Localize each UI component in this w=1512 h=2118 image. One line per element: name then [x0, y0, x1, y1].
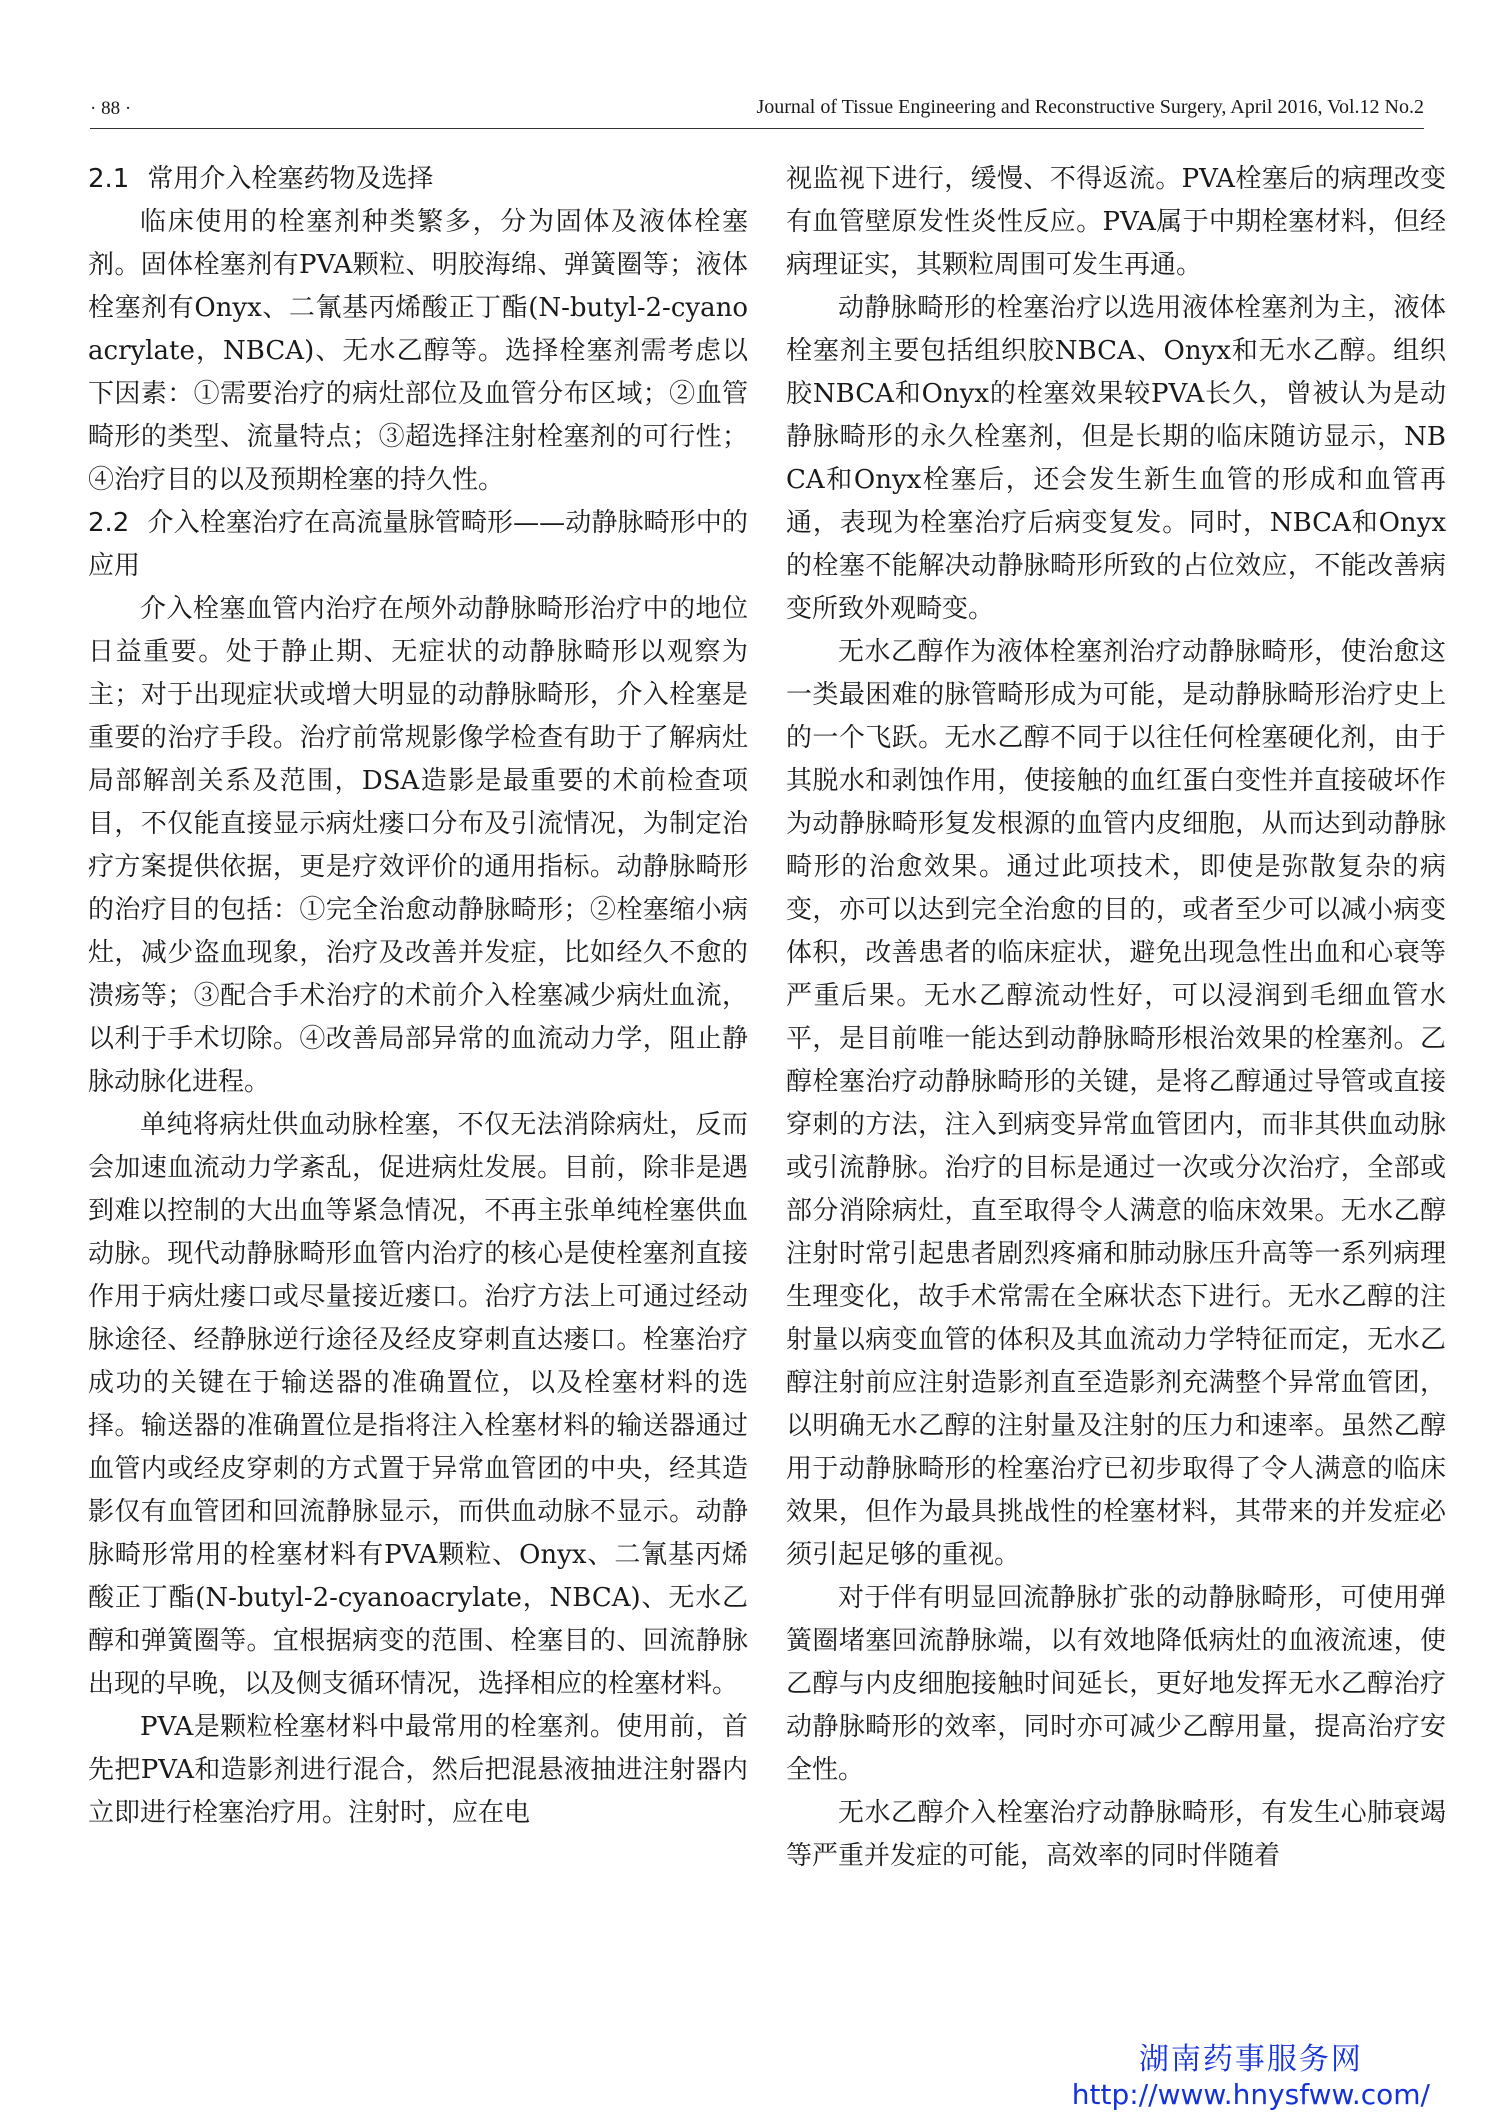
journal-running-head: Journal of Tissue Engineering and Reconstructive Surgery, April 2016, Vol.12 No.2	[756, 96, 1424, 118]
paragraph: 动静脉畸形的栓塞治疗以选用液体栓塞剂为主，液体栓塞剂主要包括组织胶NBCA、Onyx和无水乙醇。组织胶NBCA和Onyx的栓塞效果较PVA长久，曾被认为是动静脉畸形的永久栓塞剂，但是长期的临床随访显示，NBCA和Onyx栓塞后，还会发生新生血管的形成和血管再通，表现为栓塞治疗后病变复发。同时，NBCA和Onyx的栓塞不能解决动静脉畸形所致的占位效应，不能改善病变所致外观畸变。	[786, 293, 1446, 624]
section-title: 常用介入栓塞药物及选择	[147, 164, 434, 194]
section-title: 介入栓塞治疗在高流量脉管畸形——动静脉畸形中的应用	[88, 508, 748, 581]
paragraph: 单纯将病灶供血动脉栓塞，不仅无法消除病灶，反而会加速血流动力学紊乱，促进病灶发展。目前，除非是遇到难以控制的大出血等紧急情况，不再主张单纯栓塞供血动脉。现代动静脉畸形血管内治疗的核心是使栓塞剂直接作用于病灶瘘口或尽量接近瘘口。治疗方法上可通过经动脉途径、经静脉逆行途径及经皮穿刺直达瘘口。栓塞治疗成功的关键在于输送器的准确置位，以及栓塞材料的选择。输送器的准确置位是指将注入栓塞材料的输送器通过血管内或经皮穿刺的方式置于异常血管团的中央，经其造影仅有血管团和回流静脉显示，而供血动脉不显示。动静脉畸形常用的栓塞材料有PVA颗粒、Onyx、二氰基丙烯酸正丁酯(N-butyl-2-cyanoacrylate，NBCA)、无水乙醇和弹簧圈等。宜根据病变的范围、栓塞目的、回流静脉出现的早晚，以及侧支循环情况，选择相应的栓塞材料。	[88, 1110, 748, 1699]
left-column	[88, 158, 748, 1835]
paragraph: 无水乙醇作为液体栓塞剂治疗动静脉畸形，使治愈这一类最困难的脉管畸形成为可能，是动静脉畸形治疗史上的一个飞跃。无水乙醇不同于以往任何栓塞硬化剂，由于其脱水和剥蚀作用，使接触的血红蛋白变性并直接破坏作为动静脉畸形复发根源的血管内皮细胞，从而达到动静脉畸形的治愈效果。通过此项技术，即使是弥散复杂的病变，亦可以达到完全治愈的目的，或者至少可以减小病变体积，改善患者的临床症状，避免出现急性出血和心衰等严重后果。无水乙醇流动性好，可以浸润到毛细血管水平，是目前唯一能达到动静脉畸形根治效果的栓塞剂。乙醇栓塞治疗动静脉畸形的关键，是将乙醇通过导管或直接穿刺的方法，注入到病变异常血管团内，而非其供血动脉或引流静脉。治疗的目标是通过一次或分次治疗，全部或部分消除病灶，直至取得令人满意的临床效果。无水乙醇注射时常引起患者剧烈疼痛和肺动脉压升高等一系列病理生理变化，故手术常需在全麻状态下进行。无水乙醇的注射量以病变血管的体积及其血流动力学特征而定，无水乙醇注射前应注射造影剂直至造影剂充满整个异常血管团，以明确无水乙醇的注射量及注射的压力和速率。虽然乙醇用于动静脉畸形的栓塞治疗已初步取得了令人满意的临床效果，但作为最具挑战性的栓塞材料，其带来的并发症必须引起足够的重视。	[786, 637, 1446, 1570]
watermark-url: http://www.hnysfww.com/	[1071, 2078, 1430, 2111]
watermark-site-name: 湖南药事服务网	[1138, 2042, 1363, 2077]
page-number: · 88 ·	[90, 98, 132, 119]
section-heading-2-2	[88, 502, 748, 588]
section-number: 2.2	[88, 508, 130, 538]
paragraph-continued: 视监视下进行，缓慢、不得返流。PVA栓塞后的病理改变有血管壁原发性炎性反应。PVA属于中期栓塞材料，但经病理证实，其颗粒周围可发生再通。	[786, 164, 1446, 280]
paragraph: PVA是颗粒栓塞材料中最常用的栓塞剂。使用前，首先把PVA和造影剂进行混合，然后把混悬液抽进注射器内立即进行栓塞治疗用。注射时，应在电	[88, 1712, 748, 1828]
section-number: 2.1	[88, 164, 130, 194]
page-header	[90, 92, 1424, 129]
right-column	[786, 158, 1446, 1878]
paragraph: 对于伴有明显回流静脉扩张的动静脉畸形，可使用弹簧圈堵塞回流静脉端，以有效地降低病灶的血液流速，使乙醇与内皮细胞接触时间延长，更好地发挥无水乙醇治疗动静脉畸形的效率，同时亦可减少乙醇用量，提高治疗安全性。	[786, 1583, 1446, 1785]
section-heading-2-1	[88, 158, 748, 201]
paragraph: 临床使用的栓塞剂种类繁多，分为固体及液体栓塞剂。固体栓塞剂有PVA颗粒、明胶海绵、弹簧圈等；液体栓塞剂有Onyx、二氰基丙烯酸正丁酯(N-butyl-2-cyanoacrylate，NBCA)、无水乙醇等。选择栓塞剂需考虑以下因素：①需要治疗的病灶部位及血管分布区域；②血管畸形的类型、流量特点；③超选择注射栓塞剂的可行性；④治疗目的以及预期栓塞的持久性。	[88, 207, 748, 495]
paragraph: 无水乙醇介入栓塞治疗动静脉畸形，有发生心肺衰竭等严重并发症的可能，高效率的同时伴随着	[786, 1798, 1446, 1871]
paragraph: 介入栓塞血管内治疗在颅外动静脉畸形治疗中的地位日益重要。处于静止期、无症状的动静脉畸形以观察为主；对于出现症状或增大明显的动静脉畸形，介入栓塞是重要的治疗手段。治疗前常规影像学检查有助于了解病灶局部解剖关系及范围，DSA造影是最重要的术前检查项目，不仅能直接显示病灶瘘口分布及引流情况，为制定治疗方案提供依据，更是疗效评价的通用指标。动静脉畸形的治疗目的包括：①完全治愈动静脉畸形；②栓塞缩小病灶，减少盗血现象，治疗及改善并发症，比如经久不愈的溃疡等；③配合手术治疗的术前介入栓塞减少病灶血流，以利于手术切除。④改善局部异常的血流动力学，阻止静脉动脉化进程。	[88, 594, 748, 1097]
site-watermark	[1072, 2042, 1430, 2112]
